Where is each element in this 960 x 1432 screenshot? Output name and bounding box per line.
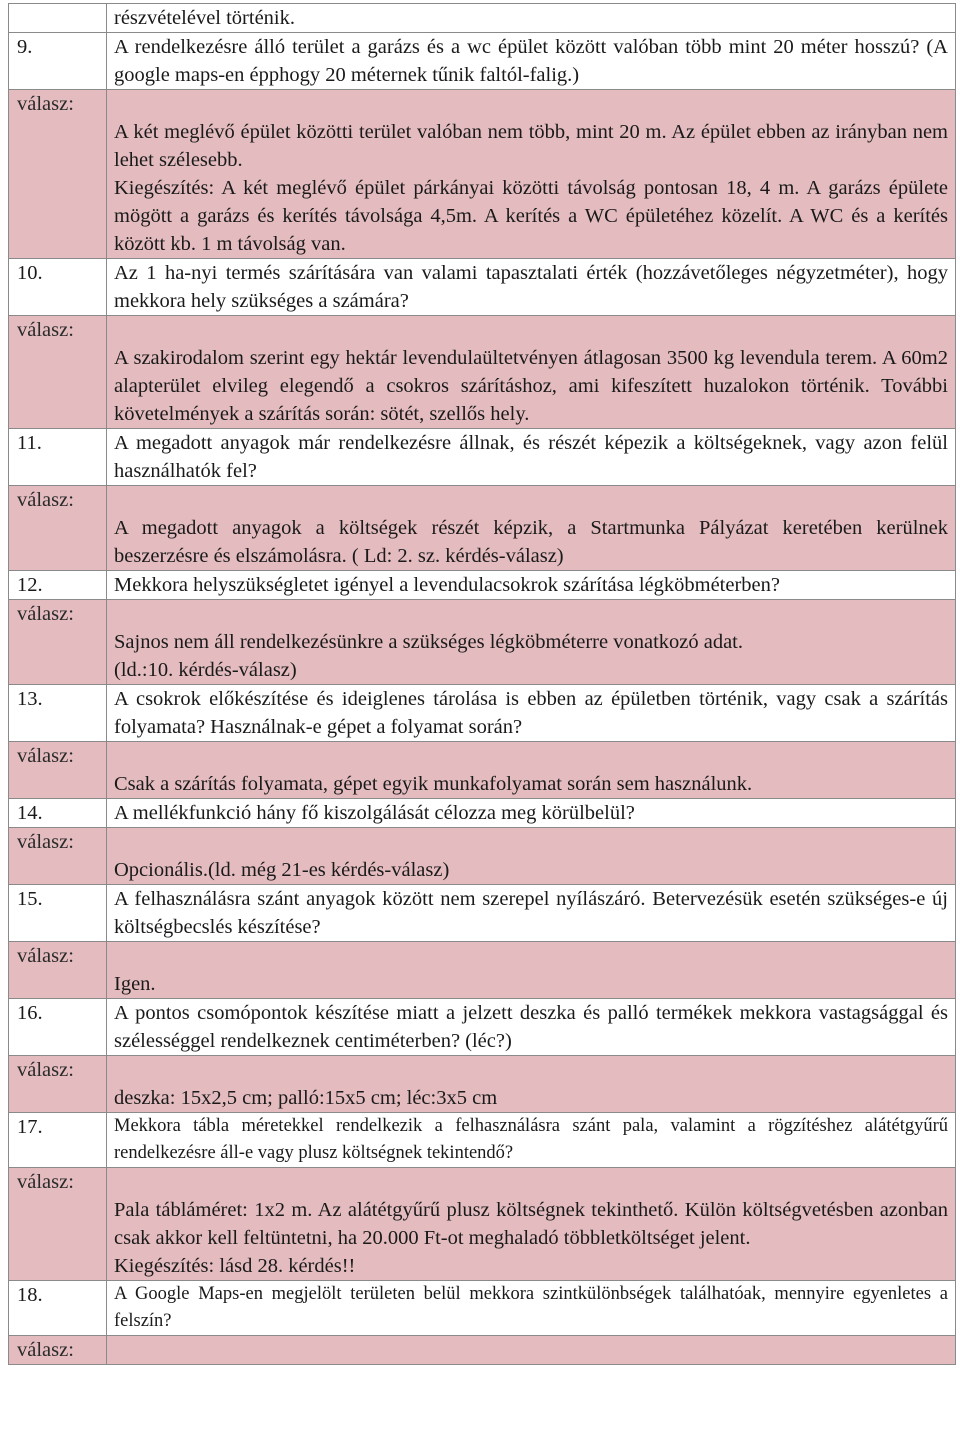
answer-paragraph: deszka: 15x2,5 cm; palló:15x5 cm; léc:3x5 cm <box>114 1087 498 1109</box>
answer-label: válasz: <box>9 742 107 799</box>
answer-paragraph: (ld.:10. kérdés-válasz) <box>114 659 297 681</box>
question-row <box>9 685 956 742</box>
question-number: 10. <box>9 259 107 316</box>
question-row <box>9 1113 956 1168</box>
question-text: A pontos csomópontok készítése miatt a jelzett deszka és palló termékek mekkora vastagsággal és szélességgel rendelkeznek centiméterben? (léc?) <box>107 999 956 1056</box>
answer-label: válasz: <box>9 90 107 259</box>
answer-row <box>9 828 956 885</box>
question-row <box>9 1281 956 1336</box>
question-text: A rendelkezésre álló terület a garázs és a wc épület között valóban több mint 20 méter hosszú? (A google maps-en épphogy 20 méternek tűnik faltól-falig.) <box>107 33 956 90</box>
answer-text <box>107 1168 956 1281</box>
question-number: 18. <box>9 1281 107 1336</box>
answer-row <box>9 742 956 799</box>
answer-label: válasz: <box>9 1168 107 1281</box>
qa-table <box>8 3 956 1365</box>
answer-label: válasz: <box>9 1336 107 1365</box>
answer-text <box>107 600 956 685</box>
question-number: 15. <box>9 885 107 942</box>
answer-text <box>107 1056 956 1113</box>
answer-row <box>9 90 956 259</box>
answer-row <box>9 1168 956 1281</box>
question-row <box>9 799 956 828</box>
question-number: 13. <box>9 685 107 742</box>
answer-paragraph: Opcionális.(ld. még 21-es kérdés-válasz) <box>114 859 450 881</box>
question-number: 9. <box>9 33 107 90</box>
question-row <box>9 999 956 1056</box>
answer-label: válasz: <box>9 486 107 571</box>
question-text: A csokrok előkészítése és ideiglenes tárolása is ebben az épületben történik, vagy csak a szárítás folyamata? Használnak-e gépet a folyamat során? <box>107 685 956 742</box>
answer-text <box>107 942 956 999</box>
question-row <box>9 4 956 33</box>
answer-paragraph: Csak a szárítás folyamata, gépet egyik munkafolyamat során sem használunk. <box>114 773 753 795</box>
answer-row <box>9 942 956 999</box>
question-text: részvételével történik. <box>107 4 956 33</box>
question-row <box>9 429 956 486</box>
answer-paragraph: A két meglévő épület közötti terület valóban nem több, mint 20 m. Az épület ebben az irányban nem lehet szélesebb. <box>114 121 948 171</box>
answer-row <box>9 1056 956 1113</box>
answer-label: válasz: <box>9 316 107 429</box>
question-text: A mellékfunkció hány fő kiszolgálását célozza meg körülbelül? <box>107 799 956 828</box>
question-number <box>9 4 107 33</box>
question-text: Az 1 ha-nyi termés szárítására van valami tapasztalati érték (hozzávetőleges négyzetméter), hogy mekkora hely szükséges a számára? <box>107 259 956 316</box>
question-text: A Google Maps-en megjelölt területen belül mekkora szintkülönbségek találhatóak, mennyire egyenletes a felszín? <box>107 1281 956 1336</box>
question-row <box>9 259 956 316</box>
question-row <box>9 33 956 90</box>
answer-paragraph: Sajnos nem áll rendelkezésünkre a szükséges légköbméterre vonatkozó adat. <box>114 631 744 653</box>
question-number: 14. <box>9 799 107 828</box>
question-number: 12. <box>9 571 107 600</box>
question-text: Mekkora tábla méretekkel rendelkezik a felhasználásra szánt pala, valamint a rögzítéshez alátétgyűrű rendelkezésre áll-e vagy plusz költségnek tekintendő? <box>107 1113 956 1168</box>
answer-label: válasz: <box>9 1056 107 1113</box>
answer-paragraph: Igen. <box>114 973 156 995</box>
question-number: 11. <box>9 429 107 486</box>
answer-text <box>107 486 956 571</box>
question-text: A megadott anyagok már rendelkezésre állnak, és részét képezik a költségeknek, vagy azon felül használhatók fel? <box>107 429 956 486</box>
question-number: 17. <box>9 1113 107 1168</box>
answer-paragraph: A szakirodalom szerint egy hektár levendulaültetvényen átlagosan 3500 kg levendula terem. A 60m2 alapterület elvileg elegendő a csokros szárításhoz, ami kifeszített huzalokon történik. További követelmények a szárítás során: sötét, szellős hely. <box>114 347 948 425</box>
answer-row <box>9 486 956 571</box>
answer-paragraph: Kiegészítés: A két meglévő épület párkányai közötti távolság pontosan 18, 4 m. A garázs épülete mögött a garázs és kerítés távolsága 4,5m. A kerítés a WC épületéhez közelít. A WC és a kerítés között kb. 1 m távolság van. <box>114 177 948 255</box>
answer-text <box>107 828 956 885</box>
question-text: Mekkora helyszükségletet igényel a levendulacsokrok szárítása légköbméterben? <box>107 571 956 600</box>
answer-row <box>9 600 956 685</box>
answer-paragraph: Pala tábláméret: 1x2 m. Az alátétgyűrű plusz költségnek tekinthető. Külön költségvetésben azonban csak akkor kell feltüntetni, ha 20.000 Ft-ot meghaladó többletköltséget jelent. <box>114 1199 948 1249</box>
question-text: A felhasználásra szánt anyagok között nem szerepel nyílászáró. Betervezésük esetén szükséges-e új költségbecslés készítése? <box>107 885 956 942</box>
question-row <box>9 571 956 600</box>
answer-text <box>107 90 956 259</box>
question-number: 16. <box>9 999 107 1056</box>
answer-paragraph: A megadott anyagok a költségek részét képzik, a Startmunka Pályázat keretében kerülnek beszerzésre és elszámolásra. ( Ld: 2. sz. kérdés-válasz) <box>114 517 948 567</box>
answer-text <box>107 1336 956 1365</box>
answer-row <box>9 316 956 429</box>
answer-label: válasz: <box>9 828 107 885</box>
qa-table-body <box>9 4 956 1365</box>
question-row <box>9 885 956 942</box>
answer-paragraph: Kiegészítés: lásd 28. kérdés!! <box>114 1255 356 1277</box>
answer-label: válasz: <box>9 942 107 999</box>
answer-label: válasz: <box>9 600 107 685</box>
answer-row <box>9 1336 956 1365</box>
answer-text <box>107 742 956 799</box>
answer-text <box>107 316 956 429</box>
